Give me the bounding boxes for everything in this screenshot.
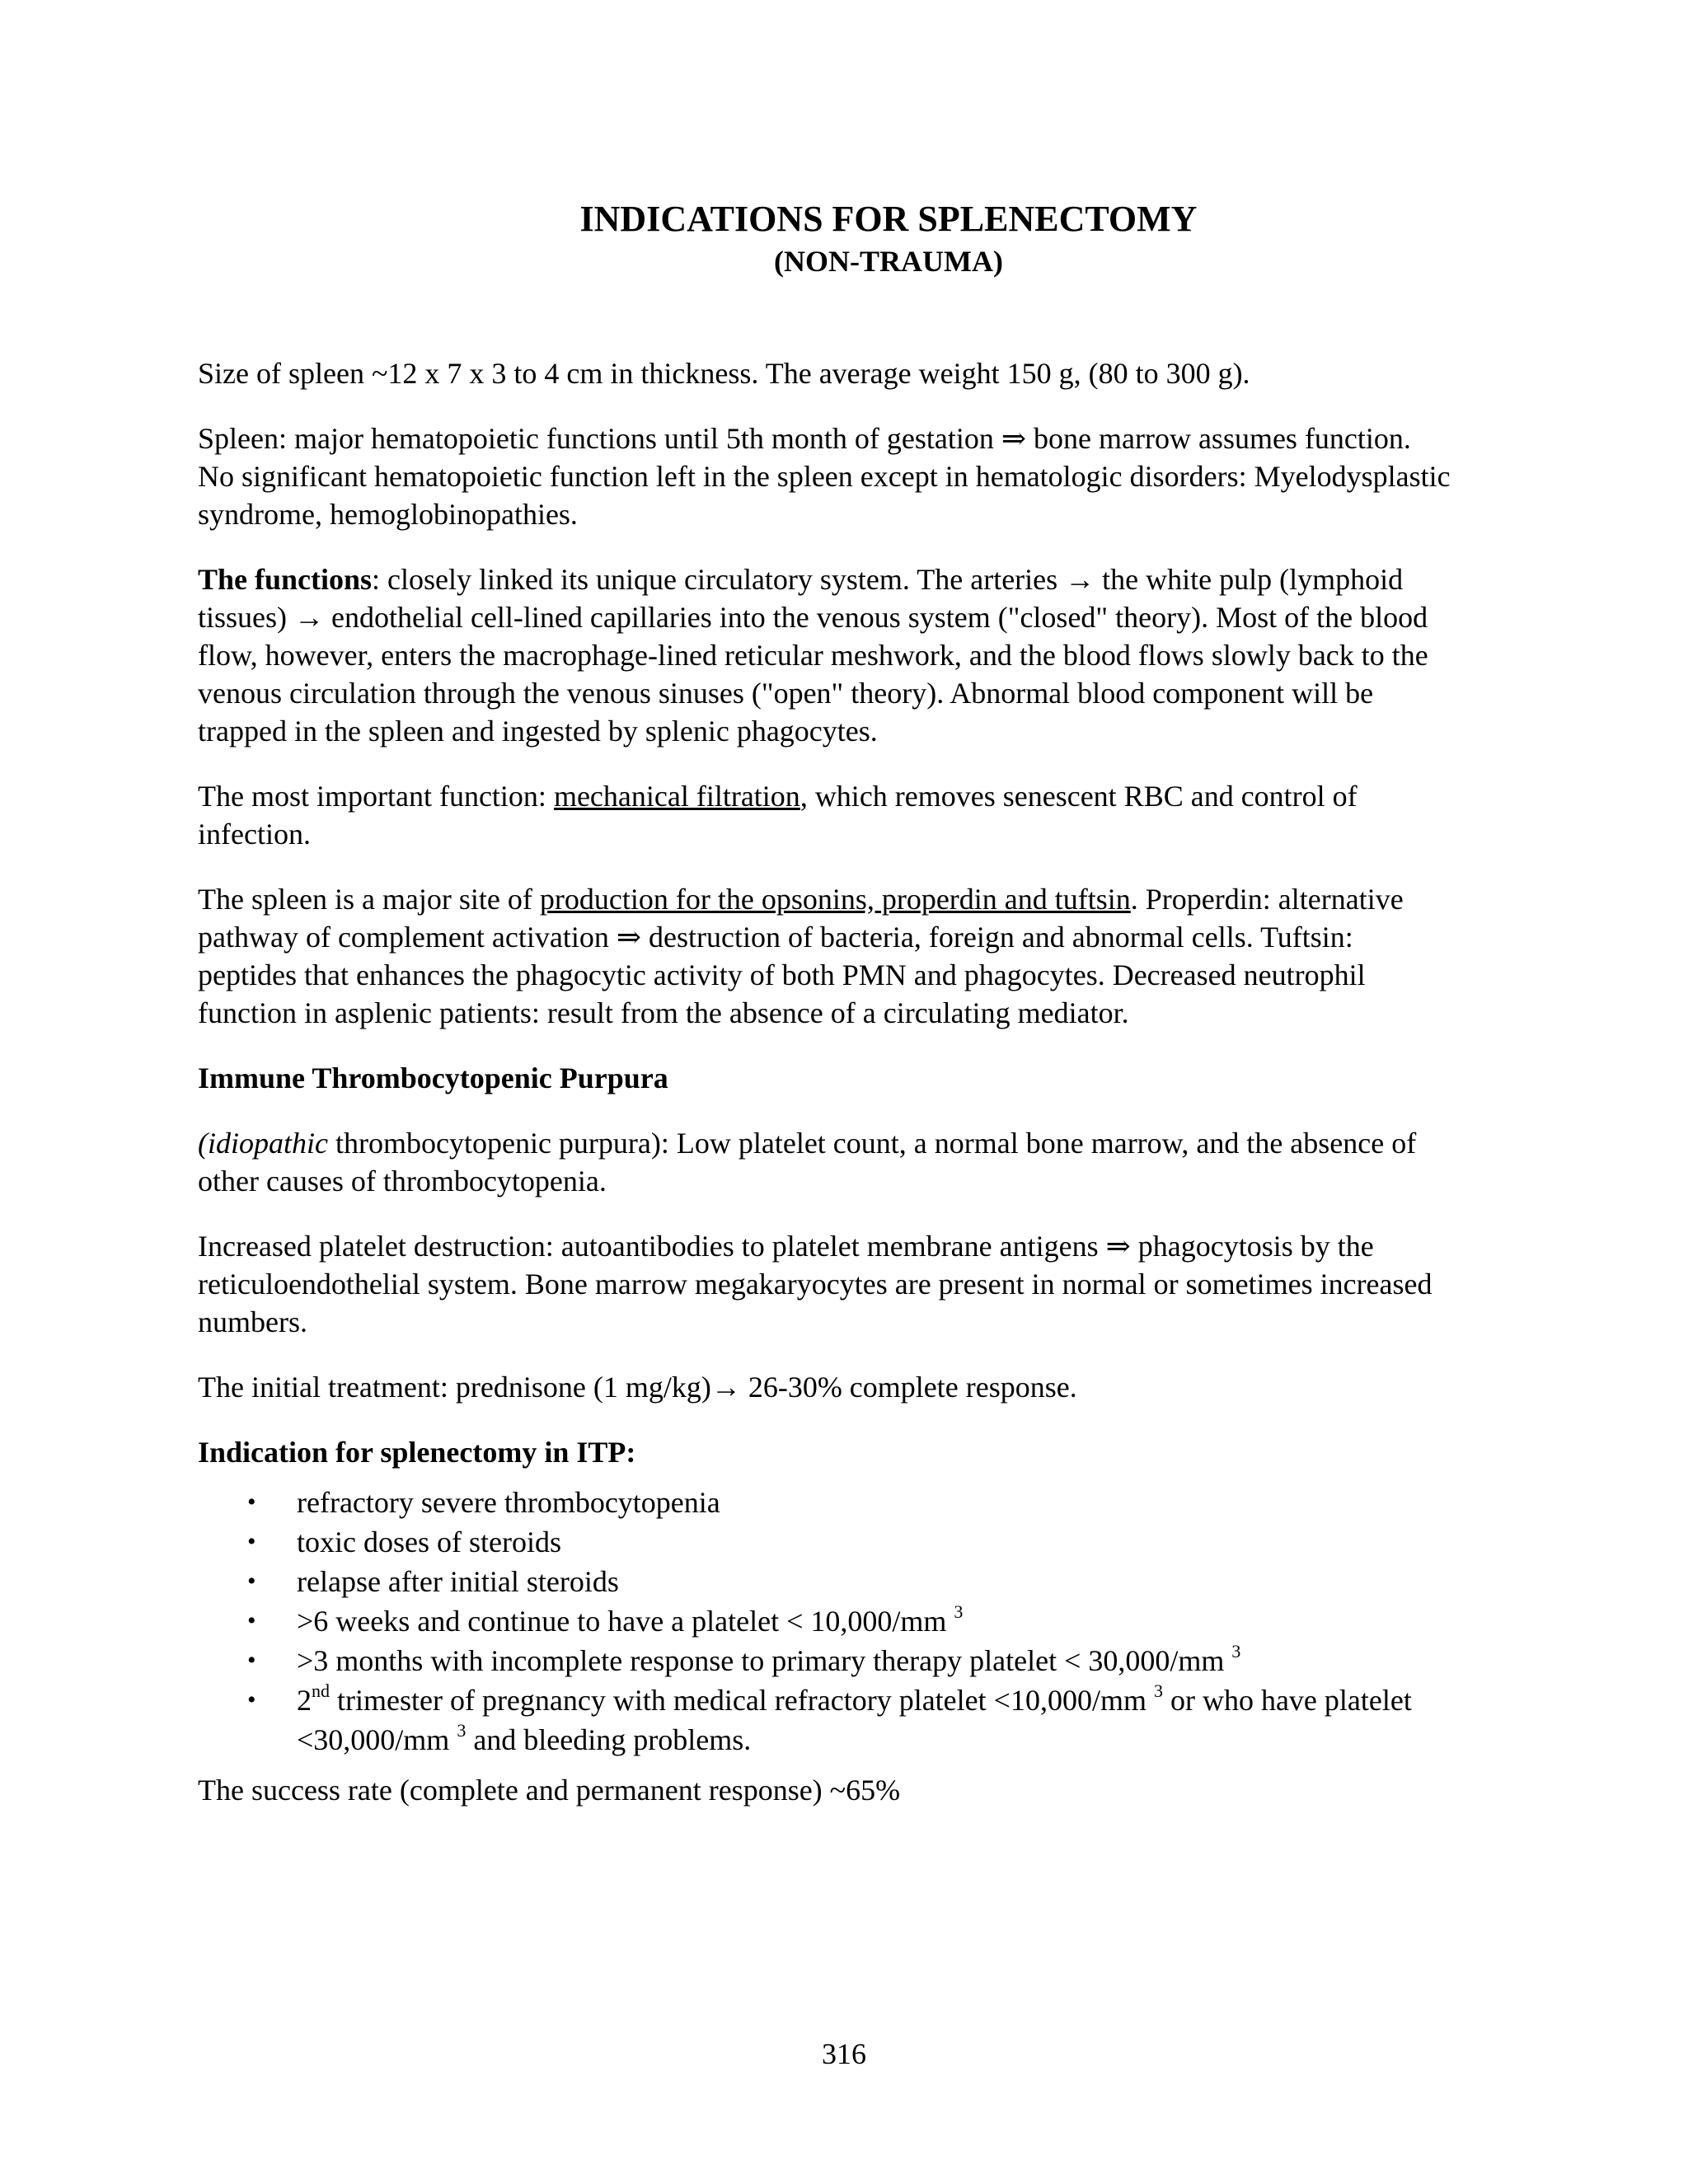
implies-arrow-icon: ⇒ [1105,1230,1131,1263]
list-item-text: 2 [297,1684,312,1717]
list-item [198,1680,1451,1760]
superscript: 3 [457,1720,467,1741]
list-item-text: or who have platelet <30,000/mm [297,1684,1412,1756]
paragraph-functions [198,560,1451,750]
paragraph-spleen-size: Size of spleen ~12 x 7 x 3 to 4 cm in thickness. The average weight 150 g, (80 to 300 g). [198,357,1250,390]
list-item-text: trimester of pregnancy with medical refractory platelet <10,000/mm [330,1684,1154,1717]
list-item-text: >3 months with incomplete response to primary therapy platelet < 30,000/mm [297,1644,1232,1677]
text: The most important function: [198,780,554,813]
text: Increased platelet destruction: autoantibodies to platelet membrane antigens [198,1230,1106,1263]
section-heading-indication: Indication for splenectomy in ITP: [198,1436,636,1469]
text: the white pulp (lymphoid tissues) [198,563,1404,634]
bullet-icon: • [247,1488,256,1516]
text: thrombocytopenic purpura): Low platelet count, a normal bone marrow, and the absence of other causes of thrombocytopenia. [198,1127,1417,1197]
implies-arrow-icon: ⇒ [616,921,642,954]
paragraph-important-function [198,777,1451,853]
text: : closely linked its unique circulatory system. The arteries [372,563,1066,596]
underlined-text: production for the opsonins, properdin and tuftsin [539,883,1131,916]
list-item-text: toxic doses of steroids [297,1526,561,1558]
superscript: nd [312,1680,330,1701]
text: endothelial cell-lined capillaries into the venous system ("closed" theory). Most of the blood flow, however, enters the macrophage-lined reticular meshwork, and the blood flows slowly back to the venous circulation through the venous sinuses ("open" theory). Abnormal blood component will be trapped in the spleen and ingested by splenic phagocytes. [198,601,1428,748]
italic-text: idiopathic [208,1127,328,1160]
list-item-text: >6 weeks and continue to have a platelet < 10,000/mm [297,1605,954,1638]
superscript: 3 [1153,1680,1163,1701]
indication-list [198,1483,1451,1760]
superscript: 3 [954,1601,964,1622]
list-item [198,1522,1451,1562]
page-number: 316 [822,2037,866,2070]
underlined-text: mechanical filtration [553,780,800,813]
superscript: 3 [1231,1641,1241,1661]
bullet-icon: • [247,1528,256,1555]
text: The initial treatment: prednisone (1 mg/kg) [198,1371,711,1404]
text: phagocytosis by the reticuloendothelial system. Bone marrow megakaryocytes are present in normal or sometimes increased numbers. [198,1230,1432,1338]
functions-label: The functions [198,563,373,596]
list-item [198,1562,1451,1601]
paragraph-opsonins [198,880,1451,1032]
bullet-icon: • [247,1647,256,1674]
implies-arrow-icon: ⇒ [1001,422,1027,455]
text: destruction of bacteria, foreign and abnormal cells. Tuftsin: peptides that enhances the phagocytic activity of both PMN and phagocytes. Decreased neutrophil function in asplenic patients: result from the absence of a circulating mediator. [198,921,1366,1029]
paragraph-platelet-destruction [198,1227,1451,1341]
right-arrow-icon: → [294,601,324,634]
text: . Properdin: alternative pathway of complement activation [198,883,1404,954]
page-subtitle: (NON-TRAUMA) [774,245,1003,278]
right-arrow-icon: → [710,1371,741,1404]
list-item [198,1483,1451,1522]
text: , which removes senescent RBC and control of infection. [198,780,1357,851]
list-item [198,1641,1451,1680]
paragraph-hematopoietic [198,419,1451,533]
text: ( [198,1127,208,1160]
paragraph-idiopathic [198,1124,1451,1200]
list-item-text: and bleeding problems. [466,1723,752,1756]
list-item-text: refractory severe thrombocytopenia [297,1486,720,1519]
document-body [198,354,1451,1836]
right-arrow-icon: → [1065,563,1095,596]
paragraph-success-rate: The success rate (complete and permanent response) ~65% [198,1774,901,1807]
paragraph-initial-treatment [198,1368,1451,1406]
list-item-text: relapse after initial steroids [297,1565,619,1598]
text: Spleen: major hematopoietic functions until 5th month of gestation [198,422,1001,455]
text: 26-30% complete response. [740,1371,1077,1404]
bullet-icon: • [247,1568,256,1595]
text: The spleen is a major site of [198,883,540,916]
text: bone marrow assumes function. No significant hematopoietic function left in the spleen except in hematologic disorders: Myelodysplastic syndrome, hemoglobinopathies. [198,422,1451,531]
page-title: INDICATIONS FOR SPLENECTOMY [579,199,1198,239]
bullet-icon: • [247,1686,256,1713]
bullet-icon: • [247,1607,256,1634]
section-heading-itp: Immune Thrombocytopenic Purpura [198,1062,668,1094]
list-item [198,1601,1451,1641]
